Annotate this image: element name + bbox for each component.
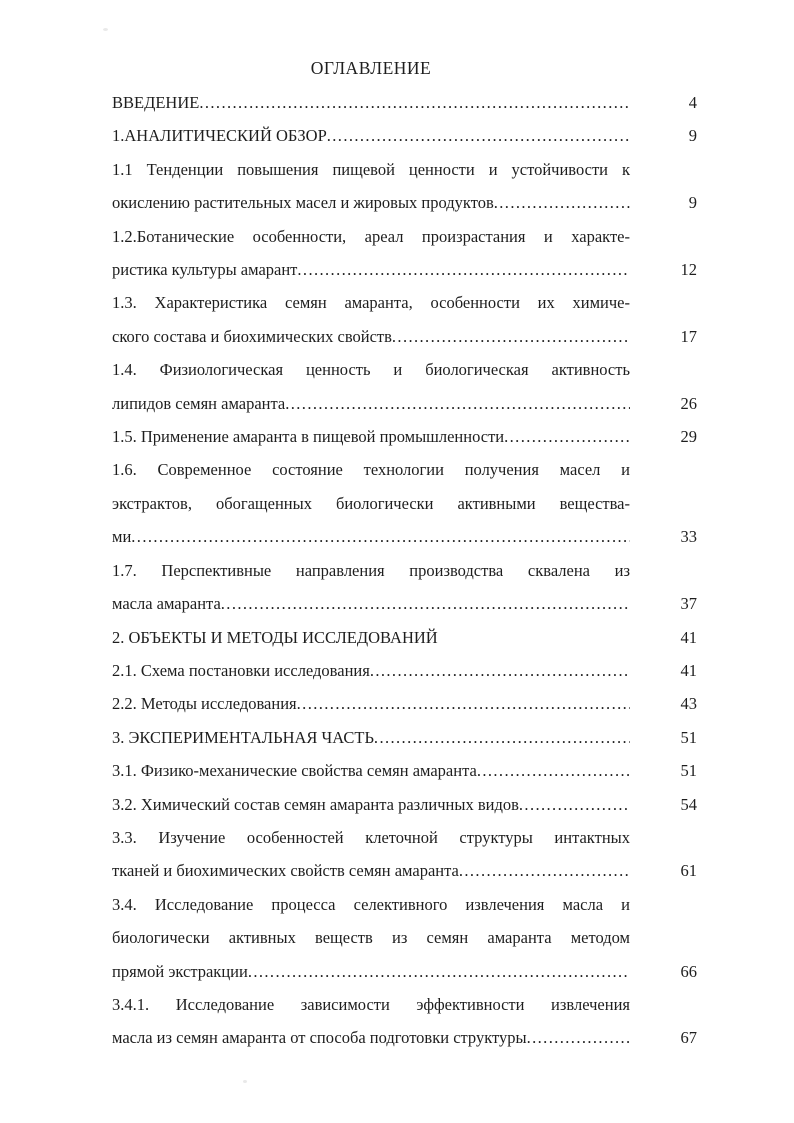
toc-page-number: 29: [680, 427, 697, 447]
toc-entry-line: 1.3. Характеристика семян амаранта, особенности их химиче-: [112, 293, 630, 313]
toc-entry-body: [112, 453, 630, 553]
toc-entry-text: липидов семян амаранта: [112, 393, 286, 413]
toc-entry-line: биологически активных веществ из семян амаранта методом: [112, 928, 630, 948]
toc-entry-body: [112, 353, 630, 420]
toc-entry: [112, 821, 700, 888]
toc-entry-line: 3.4.1. Исследование зависимости эффективности извлечения: [112, 994, 630, 1014]
toc-entry-line: [112, 119, 630, 152]
dot-leader: [527, 1021, 630, 1054]
dot-leader: [504, 420, 630, 453]
toc-entry-line: [112, 186, 630, 219]
toc-entry-body: [112, 420, 630, 453]
toc-entry-body: [112, 554, 630, 621]
toc-entry: [112, 420, 700, 453]
toc-entry-text: 3. ЭКСПЕРИМЕНТАЛЬНАЯ ЧАСТЬ: [112, 727, 374, 747]
toc-entry-text: тканей и биохимических свойств семян амаранта: [112, 861, 459, 881]
toc-entry-line: [112, 320, 630, 353]
toc-entry: [112, 687, 700, 720]
toc-page-number: 26: [680, 393, 697, 413]
toc-entry-text: масла из семян амаранта от способа подготовки структуры: [112, 1028, 527, 1048]
toc-entry: [112, 353, 700, 420]
dot-leader: [494, 186, 630, 219]
dot-leader: [199, 86, 630, 119]
toc-entry-text: ми: [112, 527, 132, 547]
toc-entry-line: [112, 253, 630, 286]
toc-entry-body: [112, 119, 630, 152]
dot-leader: [327, 119, 630, 152]
toc-entry-line: [112, 654, 630, 687]
toc-entry: [112, 153, 700, 220]
toc-entry-text: 2. ОБЪЕКТЫ И МЕТОДЫ ИССЛЕДОВАНИЙ: [112, 627, 438, 647]
toc-entry-line: [112, 621, 630, 654]
toc-entry-text: ристика культуры амарант: [112, 260, 298, 280]
toc-entry-text: окислению растительных масел и жировых продуктов: [112, 193, 494, 213]
toc-page-number: 67: [680, 1028, 697, 1048]
toc-entry-text: 2.2. Методы исследования: [112, 694, 297, 714]
toc-entry-line: 1.2.Ботанические особенности, ареал произрастания и характе-: [112, 226, 630, 246]
toc-entry-line: [112, 754, 630, 787]
dot-leader: [131, 520, 630, 553]
toc-entry-text: 1.АНАЛИТИЧЕСКИЙ ОБЗОР: [112, 126, 327, 146]
toc-entry-line: экстрактов, обогащенных биологически активными вещества-: [112, 493, 630, 513]
toc-entry-line: [112, 520, 630, 553]
toc-entry: [112, 220, 700, 287]
toc-entry: [112, 453, 700, 553]
toc-entry-text: 3.1. Физико-механические свойства семян амаранта: [112, 761, 477, 781]
dot-leader: [297, 253, 630, 286]
toc-entry-body: [112, 788, 630, 821]
toc-page-number: 12: [680, 260, 697, 280]
toc-entry-line: [112, 854, 630, 887]
toc-entry-line: 1.7. Перспективные направления производства сквалена из: [112, 560, 630, 580]
toc-entry-line: 3.3. Изучение особенностей клеточной структуры интактных: [112, 827, 630, 847]
dot-leader: [285, 387, 630, 420]
dot-leader: [374, 721, 630, 754]
toc-entry-line: 1.1 Тенденции повышения пищевой ценности и устойчивости к: [112, 159, 630, 179]
toc-entry-text: прямой экстракции: [112, 961, 248, 981]
toc-entry: [112, 119, 700, 152]
dot-leader: [459, 854, 630, 887]
toc-entry-body: [112, 220, 630, 287]
toc-entry-line: [112, 587, 630, 620]
toc-entry-text: 2.1. Схема постановки исследования: [112, 660, 370, 680]
toc-page-number: 9: [688, 193, 697, 213]
toc-entry-line: [112, 1021, 630, 1054]
toc-entry: [112, 286, 700, 353]
toc-page-number: 33: [680, 527, 697, 547]
toc-entry-body: [112, 821, 630, 888]
toc-entry-line: [112, 955, 630, 988]
dot-leader: [297, 687, 630, 720]
toc-entry-body: [112, 754, 630, 787]
scan-artifact: [103, 28, 108, 31]
toc-entry-line: [112, 420, 630, 453]
toc-page-number: 66: [680, 961, 697, 981]
toc-entry-line: [112, 687, 630, 720]
toc-entry-text: 3.2. Химический состав семян амаранта различных видов: [112, 794, 519, 814]
toc-entry-line: 1.6. Современное состояние технологии получения масел и: [112, 460, 630, 480]
table-of-contents: [112, 86, 700, 1055]
dot-leader: [221, 587, 630, 620]
toc-page-number: 61: [680, 861, 697, 881]
toc-entry: [112, 754, 700, 787]
toc-entry-body: [112, 654, 630, 687]
toc-page-number: 4: [688, 93, 697, 112]
toc-page-number: 51: [680, 727, 697, 747]
dot-leader: [248, 955, 630, 988]
toc-entry-line: [112, 788, 630, 821]
toc-entry-body: [112, 621, 630, 654]
toc-entry-line: [112, 721, 630, 754]
toc-entry-body: [112, 988, 630, 1055]
toc-entry-body: [112, 721, 630, 754]
toc-entry-line: 3.4. Исследование процесса селективного извлечения масла и: [112, 894, 630, 914]
toc-page-number: 17: [680, 326, 697, 346]
toc-entry: [112, 721, 700, 754]
toc-entry-body: [112, 86, 630, 119]
toc-entry: [112, 788, 700, 821]
page-title: ОГЛАВЛЕНИЕ: [310, 58, 432, 78]
toc-entry-line: 1.4. Физиологическая ценность и биологическая активность: [112, 360, 630, 380]
dot-leader: [392, 320, 630, 353]
toc-entry-body: [112, 687, 630, 720]
toc-page-number: 43: [680, 694, 697, 714]
toc-entry-text: 1.5. Применение амаранта в пищевой промышленности: [112, 427, 505, 447]
dot-leader: [370, 654, 630, 687]
toc-entry: [112, 86, 700, 119]
toc-page-number: 41: [680, 660, 697, 680]
dot-leader: [519, 788, 630, 821]
toc-entry-body: [112, 286, 630, 353]
scan-artifact: [243, 1080, 247, 1083]
toc-entry: [112, 654, 700, 687]
toc-entry-line: [112, 86, 630, 119]
toc-page-number: 51: [680, 761, 697, 781]
toc-entry-text: ского состава и биохимических свойств: [112, 326, 392, 346]
dot-leader: [477, 754, 630, 787]
toc-entry: [112, 621, 700, 654]
toc-entry-line: [112, 387, 630, 420]
toc-entry-body: [112, 888, 630, 988]
toc-entry-text: масла амаранта: [112, 594, 221, 614]
toc-entry: [112, 888, 700, 988]
toc-page-number: 41: [680, 627, 697, 647]
toc-entry: [112, 988, 700, 1055]
toc-entry: [112, 554, 700, 621]
toc-entry-text: ВВЕДЕНИЕ: [112, 93, 200, 112]
toc-page-number: 54: [680, 794, 697, 814]
toc-page-number: 9: [688, 126, 697, 146]
toc-page-number: 37: [680, 594, 697, 614]
toc-entry-body: [112, 153, 630, 220]
